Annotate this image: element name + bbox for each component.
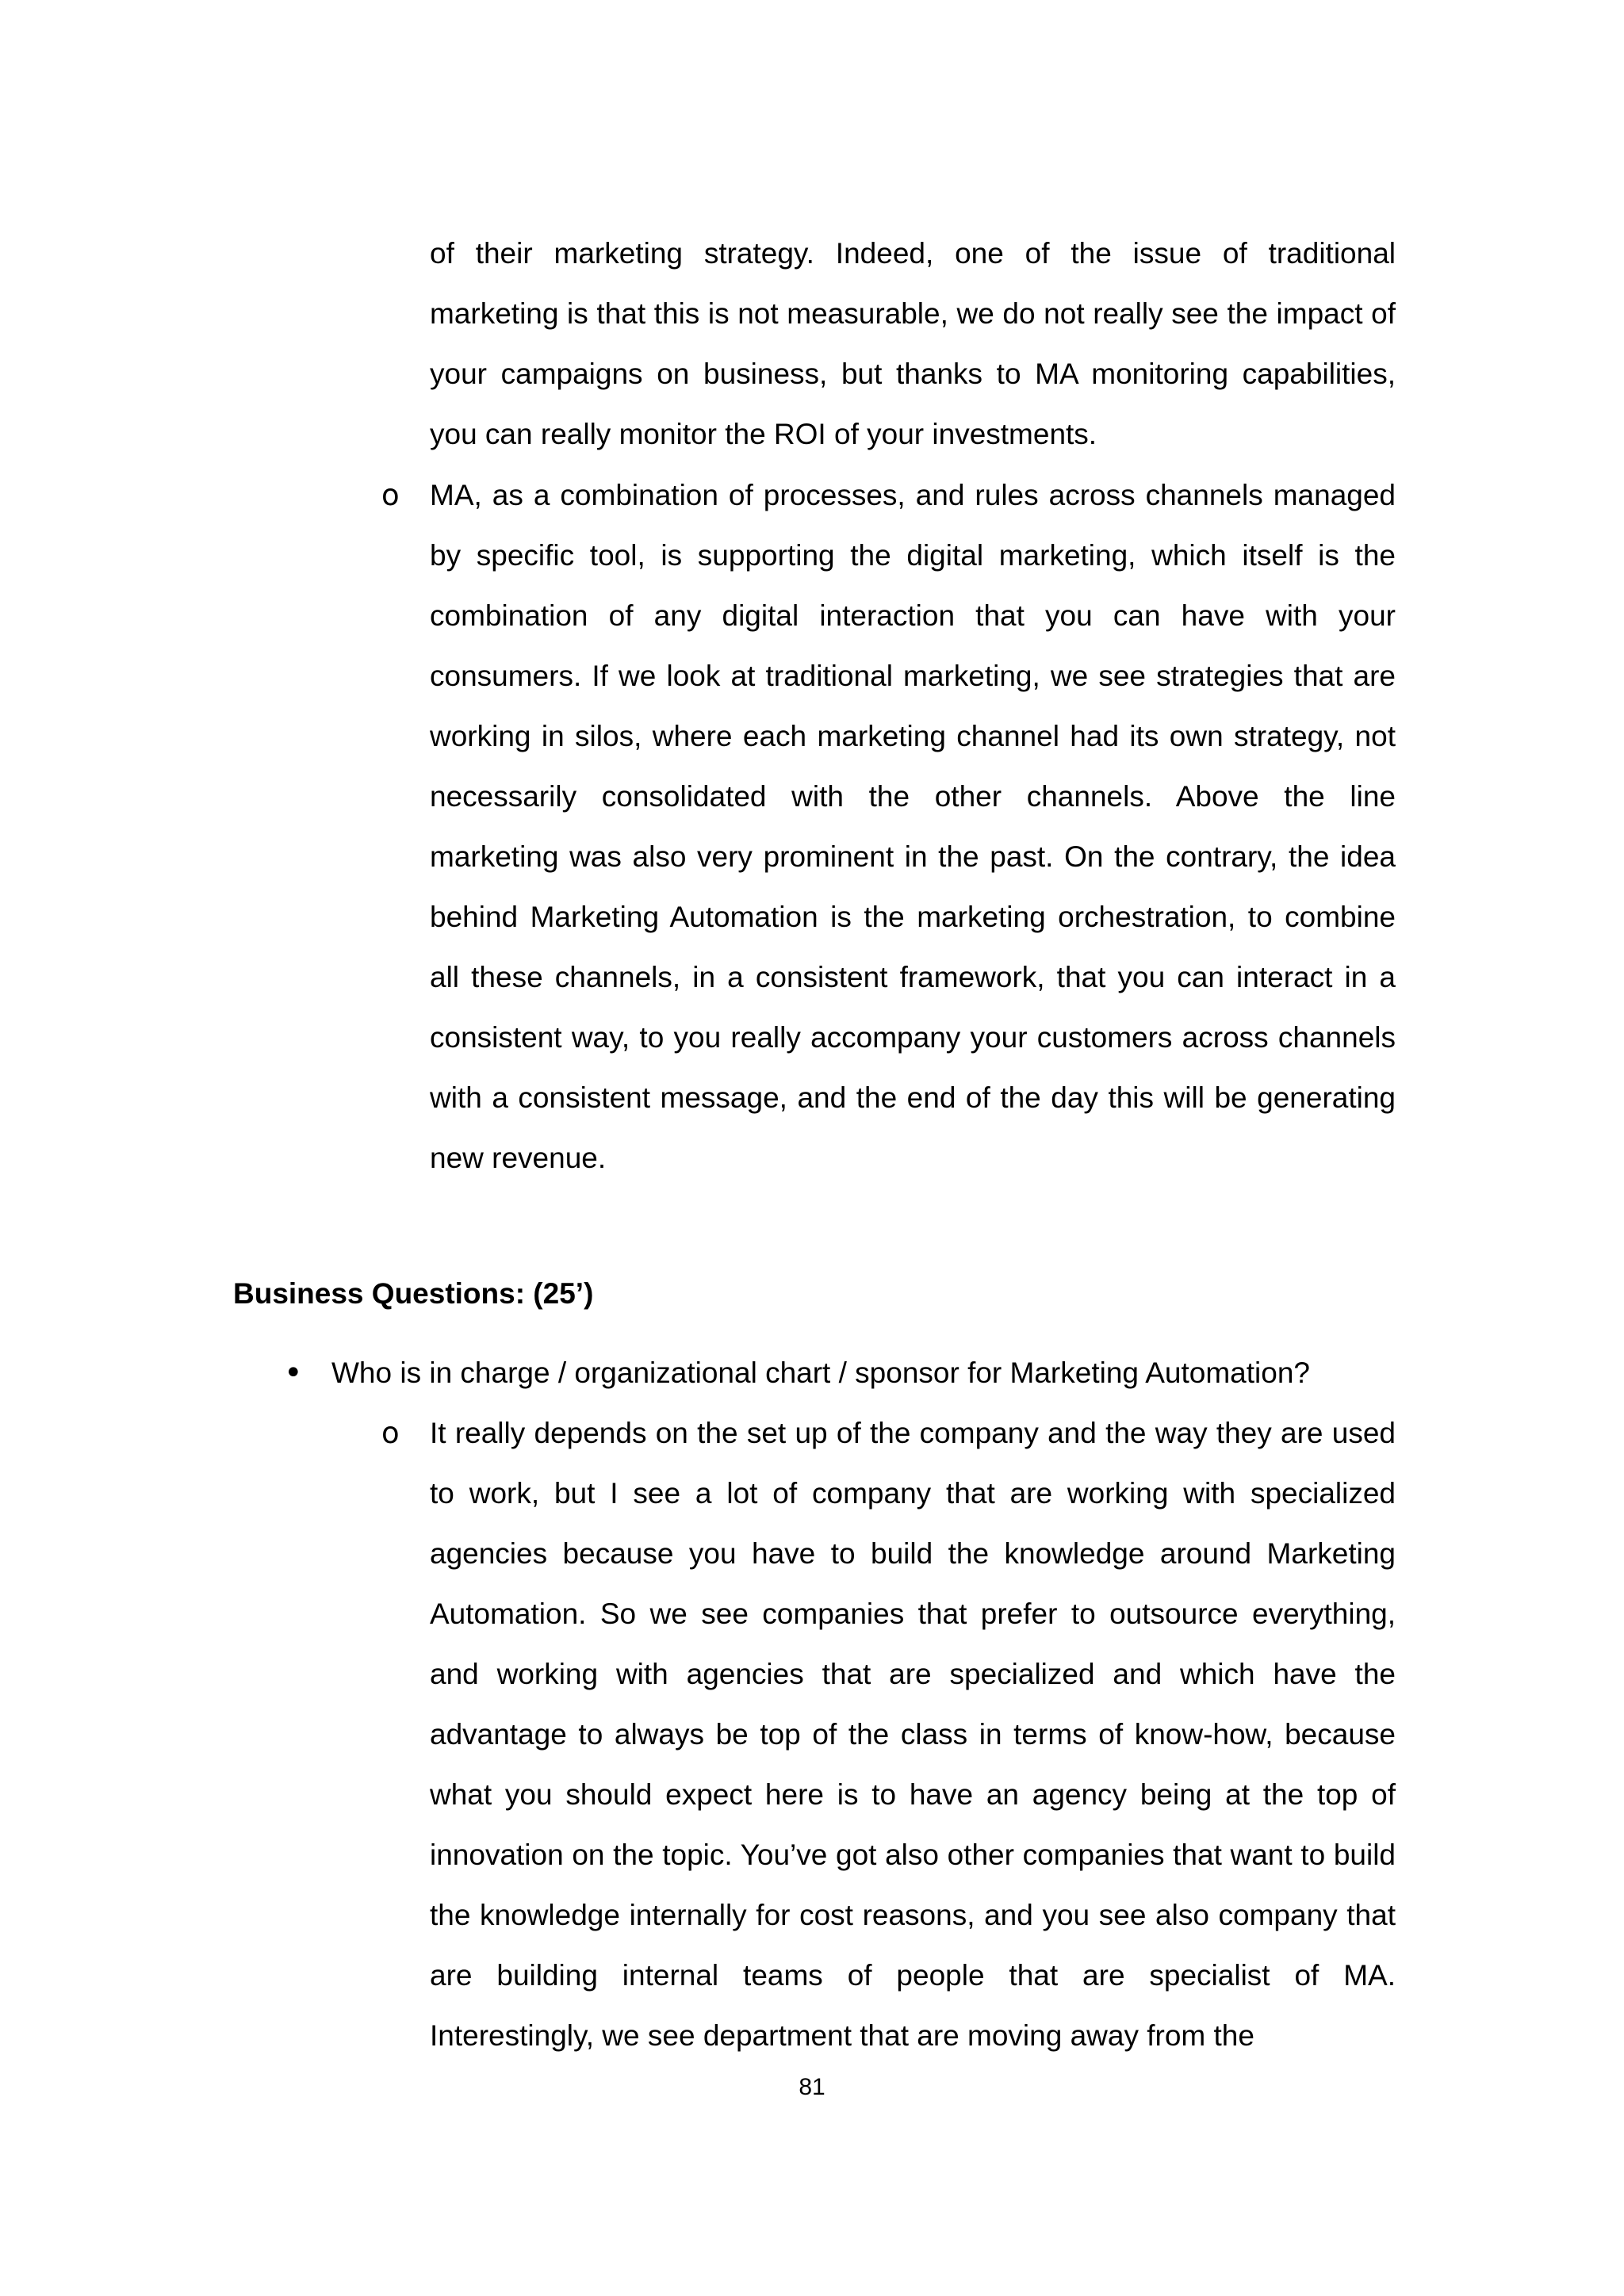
page-number: 81 <box>799 2074 825 2100</box>
continuation-paragraph: of their marketing strategy. Indeed, one of the issue of traditional marketing is that this is not measurable, we do not really see the impact of your campaigns on business, but thanks to MA monitoring capabilities, you can really monitor the ROI of your investments. <box>430 237 1396 450</box>
sub-bullet-marker: o <box>381 1416 400 1450</box>
sub-bullet-marker: o <box>381 478 400 512</box>
sub-item-paragraph: MA, as a combination of processes, and rules across channels managed by specific tool, is supporting the digital marketing, which itself is the combination of any digital interaction that you can have with your consumers. If we look at traditional marketing, we see strategies that are working in silos, where each marketing channel had its own strategy, not necessarily consolidated with the other channels. Above the line marketing was also very prominent in the past. On the contrary, the idea behind Marketing Automation is the marketing orchestration, to combine all these channels, in a consistent framework, that you can interact in a consistent way, to you really accompany your customers across channels with a consistent message, and the end of the day this will be generating new revenue. <box>430 479 1396 1174</box>
bullet-marker: • <box>284 1355 303 1391</box>
question-item: Who is in charge / organizational chart / sponsor for Marketing Automation? <box>331 1357 1310 1389</box>
section-heading: Business Questions: (25’) <box>233 1277 594 1310</box>
answer-paragraph: It really depends on the set up of the company and the way they are used to work, but I see a lot of company that are working with specialized agencies because you have to build the knowledge around Marketing Automation. So we see companies that prefer to outsource everything, and working with agencies that are specialized and which have the advantage to always be top of the class in terms of know-how, because what you should expect here is to have an agency being at the top of innovation on the topic. You’ve got also other companies that want to build the knowledge internally for cost reasons, and you see also company that are building internal teams of people that are specialist of MA. Interestingly, we see department that are moving away from the <box>430 1417 1396 2052</box>
